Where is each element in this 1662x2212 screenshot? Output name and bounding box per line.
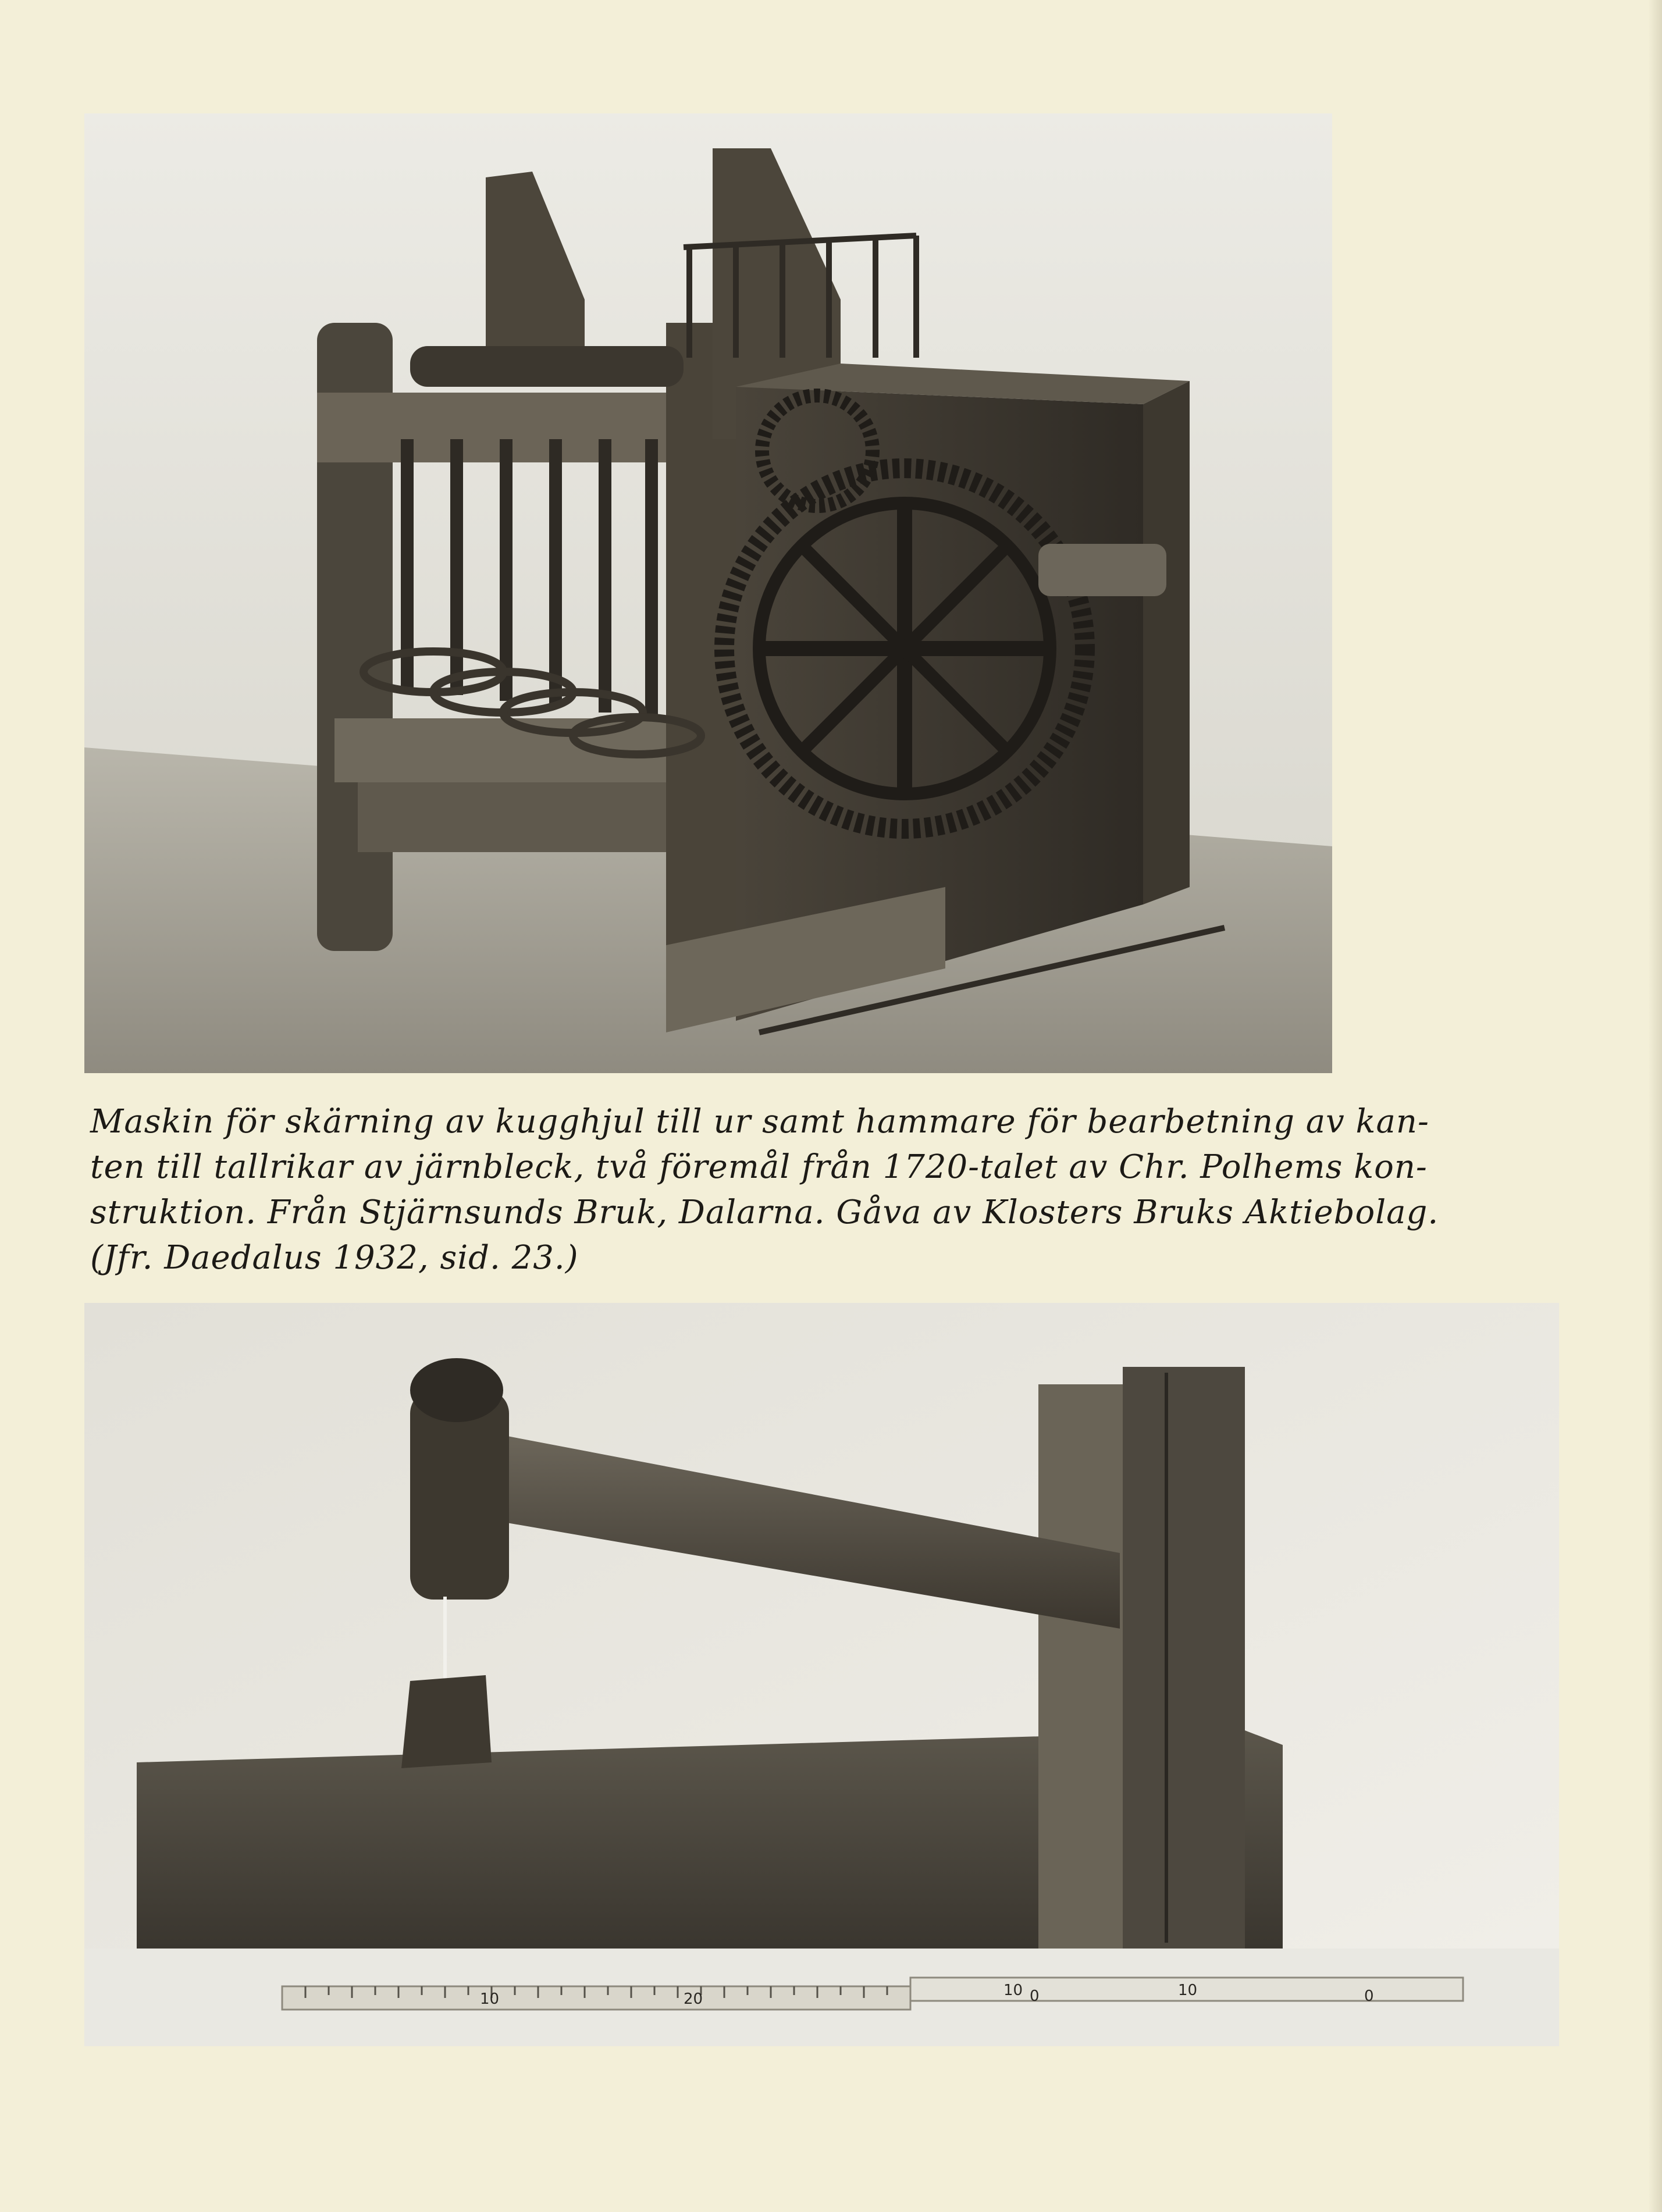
hammer-illustration (84, 1303, 1559, 2046)
caption-line-2: ten till tallrikar av järnbleck, två föremål från 1720-talet av Chr. Polhems kon- (90, 1148, 1428, 1186)
gear-machine-illustration (84, 113, 1332, 1073)
anvil-stub (401, 1675, 492, 1768)
caption-line-1: Maskin för skärning av kugghjul till ur samt hammare för bearbetning av kan- (90, 1103, 1429, 1141)
caption-line-3: struktion. Från Stjärnsunds Bruk, Dalarna. Gåva av Klosters Bruks Aktiebolag. (90, 1194, 1439, 1231)
hammer-head-top (410, 1358, 503, 1422)
ruler-label-0: 0 (1030, 1987, 1040, 2005)
roller-shaft (410, 346, 684, 387)
ruler-label-10c: 10 (1178, 1982, 1198, 1999)
photo-gear-cutting-machine (84, 113, 1332, 1073)
upright-post (1123, 1367, 1245, 1949)
ruler-label-0b: 0 (1364, 1987, 1374, 2005)
ruler-label-20: 20 (684, 1990, 703, 2008)
caption-line-4: (Jfr. Daedalus 1932, sid. 23.) (90, 1239, 579, 1277)
housing-side (1143, 381, 1190, 904)
ruler-label-10b: 10 (1003, 1982, 1023, 1999)
photo-caption (90, 1099, 1439, 1281)
photo-plate-hammer (84, 1303, 1559, 2046)
crank-arm (1038, 544, 1166, 596)
page-edge-shadow (1648, 0, 1662, 2212)
upright-post-back (1038, 1384, 1123, 1949)
ruler-label-10: 10 (480, 1990, 500, 2008)
